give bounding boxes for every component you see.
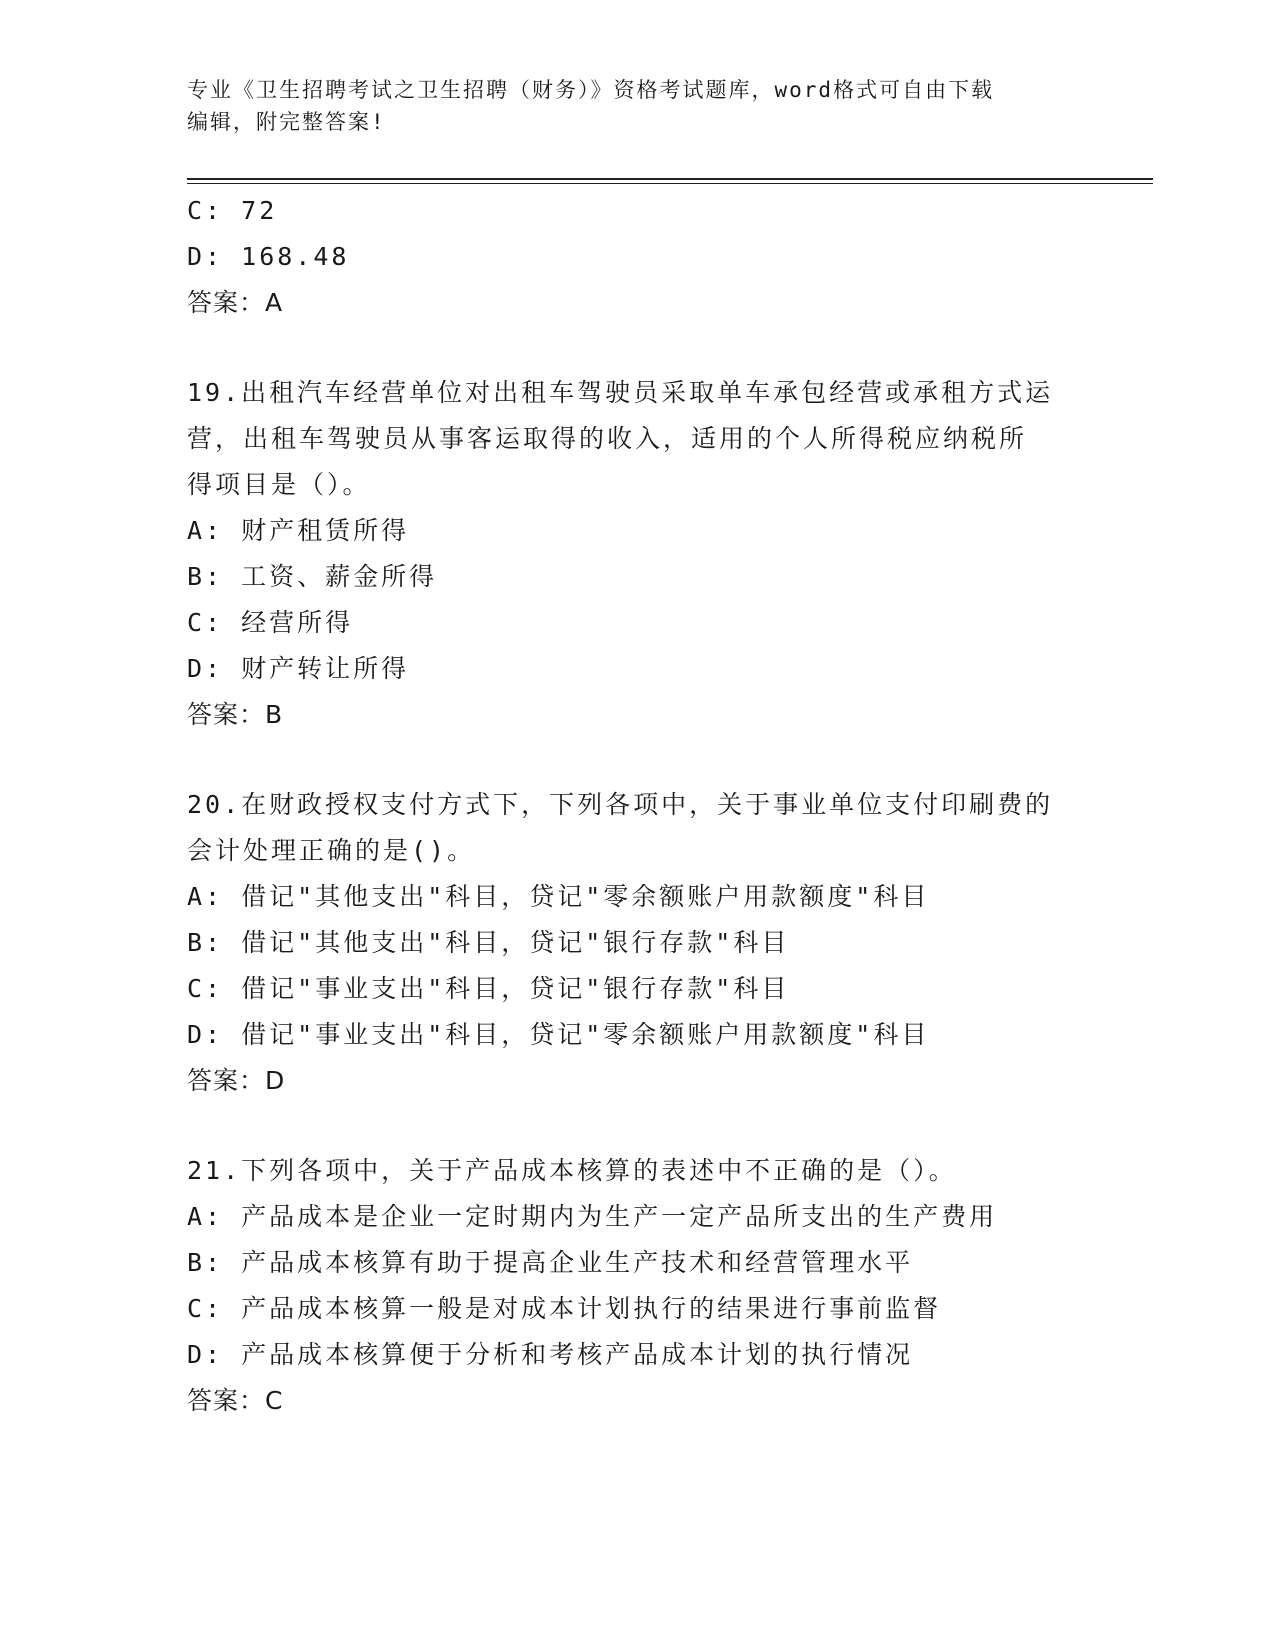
option-d: D: 借记"事业支出"科目，贷记"零余额账户用款额度"科目 (187, 1020, 930, 1049)
answer-line: 答案：D (187, 1066, 286, 1095)
answer-line: 答案：B (187, 700, 284, 729)
option-b: B: 借记"其他支出"科目，贷记"银行存款"科目 (187, 928, 790, 957)
option-a: A: 产品成本是企业一定时期内为生产一定产品所支出的生产费用 (187, 1202, 998, 1231)
option-b: B: 产品成本核算有助于提高企业生产技术和经营管理水平 (187, 1248, 914, 1277)
question-text-line: 19.出租汽车经营单位对出租车驾驶员采取单车承包经营或承租方式运 (187, 378, 1054, 407)
header-divider-thin (187, 183, 1153, 184)
question-block-18 (187, 188, 1087, 326)
question-text-line: 得项目是（）。 (187, 470, 371, 499)
spacer (187, 738, 1087, 782)
spacer (187, 1104, 1087, 1148)
question-block-20 (187, 782, 1087, 1104)
question-list (187, 188, 1087, 1424)
question-block-21 (187, 1148, 1087, 1424)
option-c: C: 72 (187, 196, 278, 225)
option-b: B: 工资、薪金所得 (187, 562, 438, 591)
option-d: D: 财产转让所得 (187, 654, 410, 683)
option-a: A: 财产租赁所得 (187, 516, 410, 545)
question-text-line: 营，出租车驾驶员从事客运取得的收入，适用的个人所得税应纳税所 (187, 424, 1028, 453)
question-text-line: 会计处理正确的是()。 (187, 836, 476, 865)
question-text-line: 20.在财政授权支付方式下，下列各项中，关于事业单位支付印刷费的 (187, 790, 1054, 819)
header-divider-thick (187, 178, 1153, 180)
option-c: C: 借记"事业支出"科目，贷记"银行存款"科目 (187, 974, 790, 1003)
option-d: D: 168.48 (187, 242, 350, 271)
question-text-line: 21.下列各项中，关于产品成本核算的表述中不正确的是（）。 (187, 1156, 957, 1185)
answer-line: 答案：C (187, 1386, 284, 1415)
option-a: A: 借记"其他支出"科目，贷记"零余额账户用款额度"科目 (187, 882, 930, 911)
option-c: C: 产品成本核算一般是对成本计划执行的结果进行事前监督 (187, 1294, 942, 1323)
header-line-1: 专业《卫生招聘考试之卫生招聘（财务）》资格考试题库，word格式可自由下载 (187, 78, 995, 102)
header-line-2: 编辑，附完整答案! (187, 110, 386, 134)
option-d: D: 产品成本核算便于分析和考核产品成本计划的执行情况 (187, 1340, 914, 1369)
answer-line: 答案：A (187, 288, 284, 317)
option-c: C: 经营所得 (187, 608, 354, 637)
document-header (187, 74, 1067, 138)
spacer (187, 326, 1087, 370)
question-block-19 (187, 370, 1087, 738)
